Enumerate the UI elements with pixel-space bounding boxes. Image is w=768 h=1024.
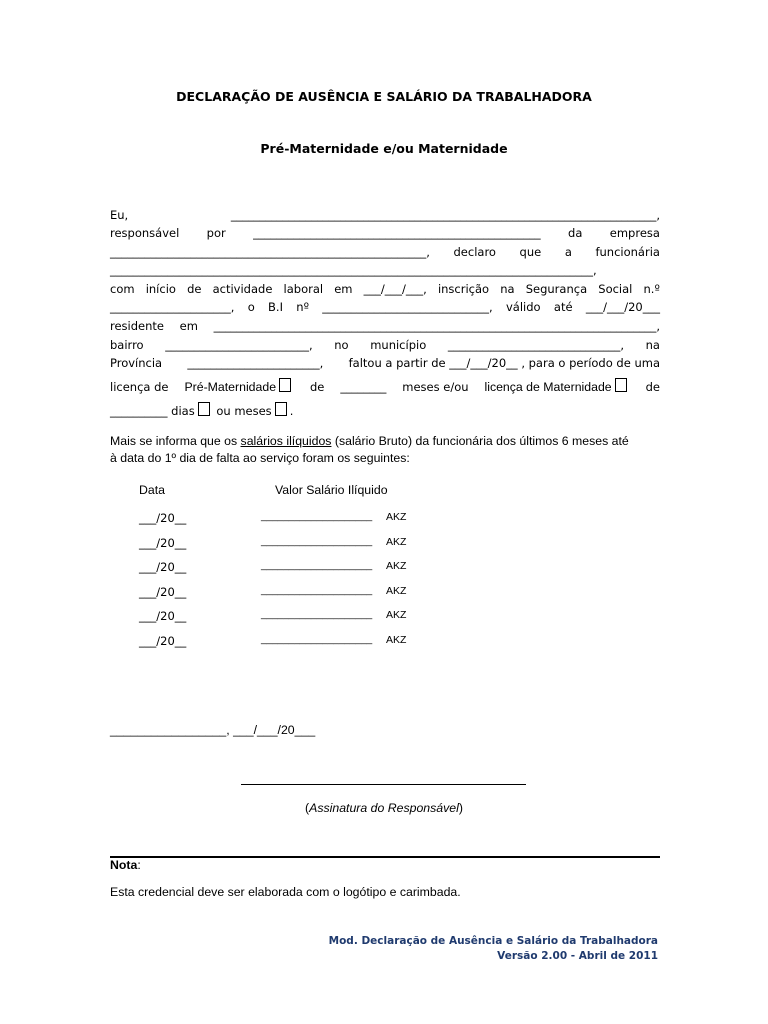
note-colon: : bbox=[137, 858, 141, 872]
salary-date: ___/20__ bbox=[139, 560, 187, 574]
currency-label: AKZ bbox=[386, 634, 407, 646]
declaration-line-9 bbox=[110, 356, 660, 370]
text-que: que bbox=[519, 245, 542, 259]
text-em: em bbox=[334, 282, 353, 296]
address-blank: _____________________________________________________________________________, bbox=[213, 319, 660, 333]
table-row bbox=[0, 536, 768, 552]
info-text-start: Mais se informa que os bbox=[110, 434, 238, 448]
text-da: da bbox=[568, 226, 583, 240]
info-underlined-term: salários ilíquidos bbox=[240, 434, 332, 448]
pre-maternity-option bbox=[184, 378, 294, 394]
text-valido: válido bbox=[506, 300, 541, 314]
salary-date: ___/20__ bbox=[139, 511, 187, 525]
text-no: nº bbox=[296, 300, 309, 314]
salary-value: ____________________ bbox=[261, 585, 373, 596]
text-declaro: declaro bbox=[453, 245, 496, 259]
bi-number-blank: _____________________________, bbox=[322, 300, 493, 314]
text-licenca-de: licença de bbox=[110, 380, 169, 394]
text-absence-period: faltou a partir de ___/___/20__ , para o período de uma bbox=[348, 356, 660, 370]
text-na: na bbox=[500, 282, 515, 296]
table-row bbox=[0, 634, 768, 650]
footer-version: Versão 2.00 - Abril de 2011 bbox=[497, 950, 658, 962]
maternity-checkbox[interactable] bbox=[615, 378, 627, 392]
text-o: o bbox=[247, 300, 255, 314]
text-na-prov: na bbox=[645, 338, 660, 352]
document-subtitle: Pré-Maternidade e/ou Maternidade bbox=[260, 141, 508, 156]
salary-date: ___/20__ bbox=[139, 585, 187, 599]
pre-maternity-label: Pré-Maternidade bbox=[184, 380, 277, 394]
salary-value: ____________________ bbox=[261, 634, 373, 645]
months-blank: ________ bbox=[340, 380, 387, 394]
currency-label: AKZ bbox=[386, 609, 407, 621]
declaration-line-10 bbox=[110, 378, 660, 394]
text-meses-eou: meses e/ou bbox=[402, 380, 469, 394]
footer-model: Mod. Declaração de Ausência e Salário da Trabalhadora bbox=[328, 935, 658, 947]
salary-value: ____________________ bbox=[261, 609, 373, 620]
text-inscricao: inscrição bbox=[437, 282, 490, 296]
table-row bbox=[0, 585, 768, 601]
salary-value: ____________________ bbox=[261, 536, 373, 547]
text-provincia: Província bbox=[110, 356, 163, 370]
employee-name-blank: ____________________________________________________________________________________, bbox=[110, 263, 597, 277]
text-residente: residente bbox=[110, 319, 164, 333]
column-header-value: Valor Salário Ilíquido bbox=[275, 483, 388, 497]
text-de-1: de bbox=[309, 380, 325, 394]
text-bairro: bairro bbox=[110, 338, 144, 352]
text-numero: n.º bbox=[643, 282, 660, 296]
text-inicio: início bbox=[145, 282, 176, 296]
salary-date: ___/20__ bbox=[139, 536, 187, 550]
info-line-2: à data do 1º dia de falta ao serviço foram os seguintes: bbox=[110, 451, 410, 465]
text-seguranca: Segurança bbox=[525, 282, 588, 296]
maternity-label: licença de Maternidade bbox=[484, 380, 612, 394]
signature-caption-open: ( bbox=[305, 801, 310, 815]
salary-date: ___/20__ bbox=[139, 609, 187, 623]
declaration-line-7 bbox=[110, 319, 660, 333]
currency-label: AKZ bbox=[386, 536, 407, 548]
text-no-mun: no bbox=[334, 338, 349, 352]
period-end: . bbox=[289, 404, 294, 418]
currency-label: AKZ bbox=[386, 560, 407, 572]
place-date-line: _________________, ___/___/20___ bbox=[110, 723, 316, 737]
declaration-line-8 bbox=[110, 338, 660, 352]
salary-value: ____________________ bbox=[261, 560, 373, 571]
table-row bbox=[0, 511, 768, 527]
name-blank: __________________________________________________________________________, bbox=[230, 208, 660, 222]
note-separator bbox=[110, 856, 660, 858]
neighborhood-blank: _________________________, bbox=[165, 338, 313, 352]
months-checkbox[interactable] bbox=[275, 402, 287, 416]
currency-label: AKZ bbox=[386, 585, 407, 597]
text-de-2: de bbox=[645, 380, 660, 394]
document-title: DECLARAÇÃO DE AUSÊNCIA E SALÁRIO DA TRABALHADORA bbox=[176, 89, 592, 104]
maternity-option bbox=[484, 378, 629, 394]
text-de: de bbox=[187, 282, 202, 296]
table-row bbox=[0, 609, 768, 625]
province-blank: _______________________, bbox=[187, 356, 324, 370]
start-date-blank: ___/___/___, bbox=[363, 282, 427, 296]
text-a: a bbox=[564, 245, 572, 259]
table-row bbox=[0, 560, 768, 576]
text-ate: até bbox=[553, 300, 573, 314]
days-blank: __________ dias bbox=[110, 404, 195, 418]
text-laboral: laboral bbox=[283, 282, 324, 296]
declaration-line-4 bbox=[110, 263, 643, 277]
days-checkbox[interactable] bbox=[198, 402, 210, 416]
declaration-line-6 bbox=[110, 300, 660, 314]
text-ou-meses: ou meses bbox=[216, 404, 272, 418]
salary-value: ____________________ bbox=[261, 511, 373, 522]
declaration-line-5 bbox=[110, 282, 660, 296]
text-social: Social bbox=[598, 282, 633, 296]
text-responsavel: responsável bbox=[110, 226, 180, 240]
currency-label: AKZ bbox=[386, 511, 407, 523]
social-security-blank: _____________________, bbox=[110, 300, 235, 314]
signature-caption-close: ) bbox=[458, 801, 463, 815]
text-em: em bbox=[179, 319, 198, 333]
note-label: Nota bbox=[110, 858, 138, 872]
text-bi: B.I bbox=[268, 300, 283, 314]
text-municipio: município bbox=[370, 338, 427, 352]
municipality-blank: ______________________________, bbox=[447, 338, 625, 352]
info-line-1 bbox=[110, 434, 629, 448]
declaration-line-3 bbox=[110, 245, 660, 259]
validity-date-blank: ___/___/20___ bbox=[585, 300, 660, 314]
text-actividade: actividade bbox=[212, 282, 273, 296]
signature-line bbox=[241, 784, 526, 785]
pre-maternity-checkbox[interactable] bbox=[279, 378, 291, 392]
signature-caption bbox=[0, 801, 768, 815]
text-empresa: empresa bbox=[609, 226, 660, 240]
text-por: por bbox=[206, 226, 226, 240]
declaration-line-1 bbox=[110, 208, 660, 222]
text-funcionaria: funcionária bbox=[595, 245, 660, 259]
info-text-end: (salário Bruto) da funcionária dos últimos 6 meses até bbox=[331, 434, 629, 448]
column-header-date: Data bbox=[139, 483, 165, 497]
company-blank: _______________________________________________________, bbox=[110, 245, 430, 259]
salary-date: ___/20__ bbox=[139, 634, 187, 648]
signature-caption-text: Assinatura do Responsável bbox=[309, 801, 459, 815]
responsible-blank: __________________________________________________ bbox=[253, 226, 541, 240]
declaration-line-2 bbox=[110, 226, 660, 240]
note-heading bbox=[110, 858, 141, 872]
text-com: com bbox=[110, 282, 135, 296]
note-text: Esta credencial deve ser elaborada com o logótipo e carimbada. bbox=[110, 885, 461, 899]
text-eu: Eu, bbox=[110, 208, 129, 222]
declaration-line-11 bbox=[110, 402, 293, 418]
